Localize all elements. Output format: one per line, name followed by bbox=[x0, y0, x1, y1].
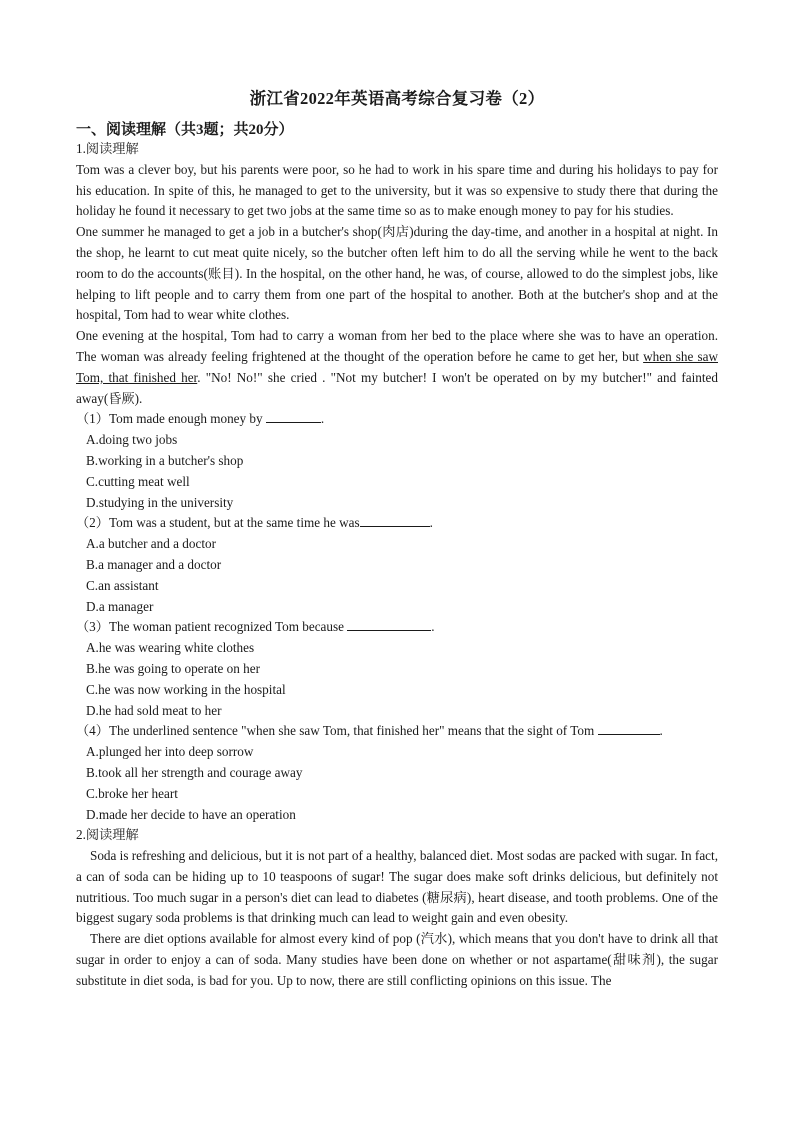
answer-blank bbox=[266, 410, 321, 423]
option-b: B.working in a butcher's shop bbox=[86, 452, 244, 468]
passage-1-paragraph-1: Tom was a clever boy, but his parents were poor, so he had to work in his spare time and during his holidays to pay for his education. In spite of this, he managed to get to the university, but it was so expensive to study there that during the holiday he found it necessary to get two jobs at the same time so as to make enough money to pay for his studies. bbox=[76, 161, 718, 219]
option-d: D.a manager bbox=[86, 598, 154, 614]
option-c: C.broke her heart bbox=[86, 785, 178, 801]
option-b: B.took all her strength and courage away bbox=[86, 764, 303, 780]
option-c: C.he was now working in the hospital bbox=[86, 681, 286, 697]
answer-blank bbox=[598, 722, 660, 735]
option-d: D.he had sold meat to her bbox=[86, 702, 222, 718]
question-4 bbox=[76, 721, 718, 825]
answer-blank bbox=[347, 618, 431, 631]
underlined-sentence: when she saw Tom, that finished her bbox=[76, 348, 718, 385]
passage-1-paragraph-2: One summer he managed to get a job in a butcher's shop(肉店)during the day-time, and another in a hospital at night. In the shop, he learnt to cut meat quite nicely, so the butcher often left him to do all the serving while he went to the back room to do the accounts(账目). In the hospital, on the other hand, he was, of course, allowed to do the simplest jobs, like helping to lift people and to carry them from one part of the hospital to another. Both at the butcher's shop and at the hospital, Tom had to wear white clothes. bbox=[76, 224, 718, 323]
question-stem: （2）Tom was a student, but at the same time he was . bbox=[76, 515, 433, 531]
section-heading: 一、阅读理解（共3题；共20分） bbox=[76, 122, 294, 138]
passage-1-label: 1.阅读理解 bbox=[76, 141, 139, 156]
passage-1-paragraph-3 bbox=[76, 326, 718, 409]
option-c: C.an assistant bbox=[86, 577, 159, 593]
question-stem: （3）The woman patient recognized Tom because . bbox=[76, 619, 435, 635]
passage-2-paragraph-1: Soda is refreshing and delicious, but it is not part of a healthy, balanced diet. Most sodas are packed with sugar. In fact, a can of soda can be hiding up to 10 teaspoons of sugar! The sugar does make soft drinks delicious, but definitely not nutritious. Too much sugar in a person's diet can lead to diabetes (糖尿病), heart disease, and tooth problems. One of the biggest sugary soda problems is that drinking much can lead to weight gain and even obesity. bbox=[76, 848, 718, 926]
option-a: A.plunged her into deep sorrow bbox=[86, 744, 254, 760]
question-1 bbox=[76, 409, 718, 513]
question-2 bbox=[76, 513, 718, 617]
option-b: B.he was going to operate on her bbox=[86, 660, 260, 676]
passage-2-paragraph-2: There are diet options available for almost every kind of pop (汽水), which means that you don't have to drink all that sugar in order to enjoy a can of soda. Many studies have been done on whether or not aspartame(甜味剂), the sugar substitute in diet soda, is bad for you. Up to now, there are still conflicting opinions on this issue. The bbox=[76, 931, 718, 988]
option-a: A.doing two jobs bbox=[86, 432, 178, 448]
document-body bbox=[76, 139, 718, 992]
option-b: B.a manager and a doctor bbox=[86, 556, 222, 572]
question-3 bbox=[76, 617, 718, 721]
option-d: D.made her decide to have an operation bbox=[86, 806, 296, 822]
option-a: A.he was wearing white clothes bbox=[86, 640, 255, 656]
paragraph-3-text-after: . "No! No!" she cried . "Not my butcher! I won't be operated on by my butcher!" and fainted away(昏厥). bbox=[76, 369, 719, 406]
option-a: A.a butcher and a doctor bbox=[86, 536, 216, 552]
passage-2-label: 2.阅读理解 bbox=[76, 827, 139, 843]
page-title: 浙江省2022年英语高考综合复习卷（2） bbox=[249, 89, 545, 108]
option-d: D.studying in the university bbox=[86, 494, 234, 510]
option-c: C.cutting meat well bbox=[86, 473, 190, 489]
question-stem: （1）Tom made enough money by . bbox=[76, 411, 325, 427]
paragraph-3-text-before: One evening at the hospital, Tom had to carry a woman from her bed to the place where she was to have an operation. The woman was already feeling frightened at the thought of the operation before he came to get her, but bbox=[76, 328, 718, 364]
question-stem: （4）The underlined sentence "when she saw Tom, that finished her" means that the sight of Tom . bbox=[76, 723, 663, 739]
answer-blank bbox=[360, 514, 430, 527]
